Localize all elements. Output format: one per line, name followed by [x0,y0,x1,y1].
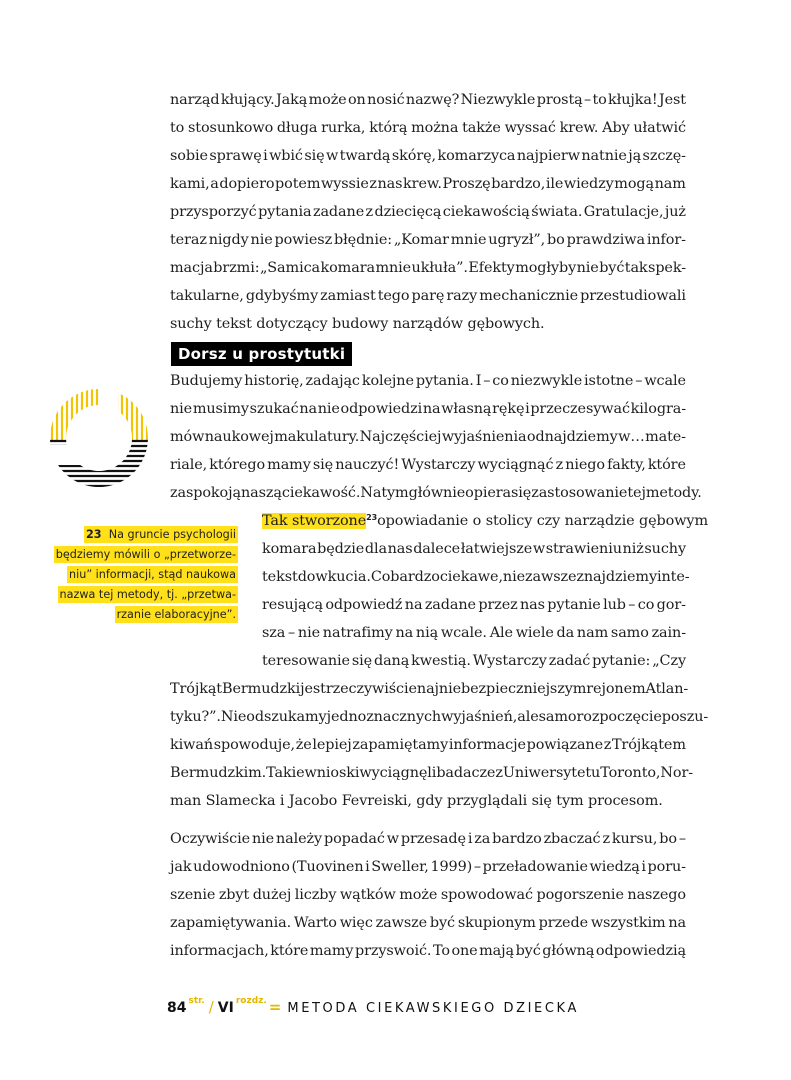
footnote-reference[interactable]: 23 [366,513,378,522]
text-line: informacjach, które mamy przyswoić. To one mają być główną odpowiedzią [170,943,686,959]
text-line: man Slamecka i Jacobo Fevreiski, gdy przyglądali się tym procesom. [170,793,663,809]
text-line: sza – nie natrafimy na nią wcale. Ale wiele da nam samo zain- [262,625,686,641]
text-line: nie musimy szukać na nie odpowiedzi na własną rękę i przeczesywać kilogra- [170,401,686,417]
text-line: Oczywiście nie należy popadać w przesadę i za bardzo zbaczać z kursu, bo – [170,831,686,847]
text-line: macja brzmi: „Samica komara mnie ukłuła”. Efekty mogłyby nie być tak spek- [170,260,686,276]
chapter-number: VI [217,1000,234,1016]
text-line: komara będzie dla nas dalece łatwiejsze w strawieniu niż suchy [262,541,686,557]
footnote-line [84,526,238,543]
text-line: Trójkąt Bermudzki jest rzeczywiście najniebezpieczniejszym rejonem Atlan- [170,681,689,697]
text-line: przysporzyć pytania zadane z dziecięcą ciekawością świata. Gratulacje, już [170,204,686,220]
footnote-number: 23 [86,528,102,541]
text-line: zaspokoją naszą ciekawość. Na tym głównie opiera się zastosowanie tej metody. [170,485,702,501]
text-line: tekst do wkucia. Co bardzo ciekawe, nie zawsze znajdziemy inte- [262,569,690,585]
footnote-text: Na gruncie psychologii [108,528,236,541]
text-line: Bermudzkim. Takie wnioski wyciągnęli badacze z Uniwersytetu Toronto, Nor- [170,765,694,781]
footnote-line: nazwa tej metody, tj. „przetwa- [59,588,236,601]
footer-separator: / [208,998,214,1016]
text-line: kami, a dopiero potem wyssie z nas krew. Proszę bardzo, ile wiedzy mogą nam [170,176,686,192]
text-line [262,511,709,531]
text-line: sobie sprawę i wbić się w twardą skórę, komarzyca najpierw natnie ją szczę- [170,148,686,164]
page-footer [167,996,579,1024]
text-line: riale, którego mamy się nauczyć! Wystarczy wyciągnąć z niego fakty, które [170,457,686,473]
page-number: 84 [167,1000,187,1016]
book-title: METODA CIEKAWSKIEGO DZIECKA [287,1001,579,1016]
text-line: narząd kłujący. Jaką może on nosić nazwę? Niezwykle prostą – to kłujka! Jest [170,92,686,108]
page-label: str. [188,996,205,1006]
chapter-label: rozdz. [235,996,267,1006]
section-heading: Dorsz u prostytutki [171,342,352,366]
text-line: zapamiętywania. Warto więc zawsze być skupionym przede wszystkim na [170,915,686,931]
text-line: Budujemy historię, zadając kolejne pytania. I – co niezwykle istotne – wcale [170,373,686,389]
footnote-line: niu” informacji, stąd naukowa [69,568,236,581]
text-line: teresowanie się daną kwestią. Wystarczy zadać pytanie: „Czy [262,653,686,669]
striped-circle-icon [34,383,164,493]
footnote-line: będziemy mówili o „przetworze- [55,548,236,561]
text-line: jak udowodniono (Tuovinen i Sweller, 1999) – przeładowanie wiedzą i poru- [170,859,686,875]
text-line: teraz nigdy nie powiesz błędnie: „Komar mnie ugryzł”, bo prawdziwa infor- [170,232,686,248]
footnote-line: rzanie elaboracyjne”. [116,608,236,621]
text-line: mów naukowej makulatury. Najczęściej wyjaśnienia odnajdziemy w… mate- [170,429,686,445]
text-fragment: opowiadanie o stolicy czy narządzie gębowym [377,513,709,529]
footer-equals: = [268,998,282,1016]
text-line: resującą odpowiedź na zadane przez nas pytanie lub – co gor- [262,597,686,613]
highlighted-phrase: Tak stworzone [262,513,367,529]
text-line: kiwań spowoduje, że lepiej zapamiętamy informacje powiązane z Trójkątem [170,737,686,753]
text-line: to stosunkowo długa rurka, którą można także wyssać krew. Aby ułatwić [170,120,686,136]
text-line: tyku?”. Nie odszukamy jednoznacznych wyjaśnień, ale samo rozpoczęcie poszu- [170,709,709,725]
text-line: suchy tekst dotyczący budowy narządów gębowych. [170,316,545,332]
text-line: szenie zbyt dużej liczby wątków może spowodować pogorszenie naszego [170,887,686,903]
text-line: takularne, gdybyśmy zamiast tego parę razy mechanicznie przestudiowali [170,288,686,304]
